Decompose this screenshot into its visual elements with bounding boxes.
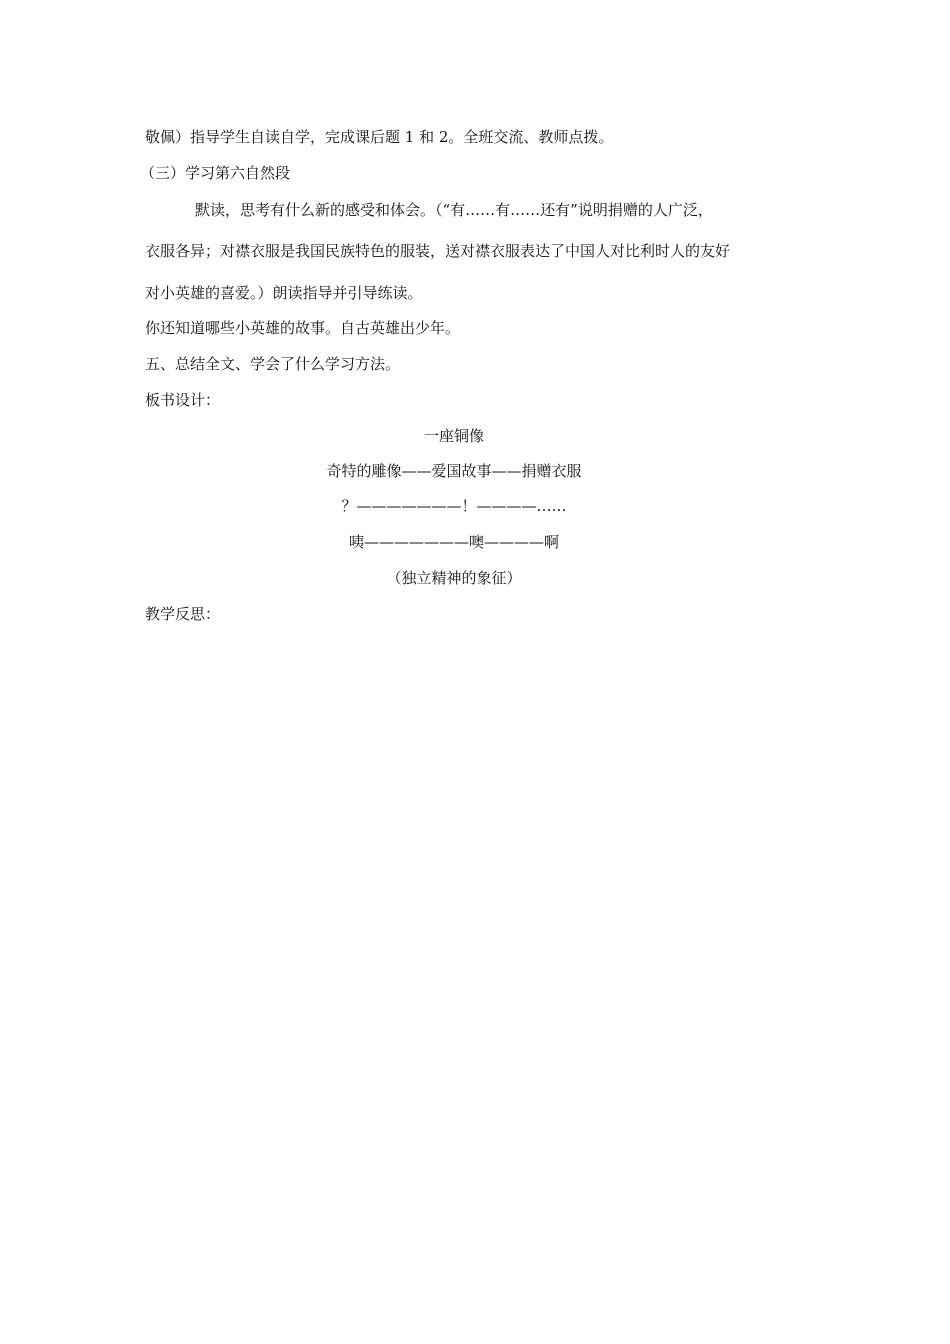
paragraph-text: 敬佩）指导学生自读自学，完成课后题 1 和 2。全班交流、教师点拨。 <box>145 128 614 146</box>
section-heading: 五、总结全文、学会了什么学习方法。 <box>145 355 401 373</box>
paragraph-text: 你还知道哪些小英雄的故事。自古英雄出少年。 <box>145 319 461 337</box>
section-heading: （三）学习第六自然段 <box>140 164 291 182</box>
paragraph-text: 默读，思考有什么新的感受和体会。（“有……有……还有”说明捐赠的人广泛， <box>195 201 713 219</box>
paragraph-text: 衣服各异；对襟衣服是我国民族特色的服装，送对襟衣服表达了中国人对比利时人的友好 <box>145 242 731 260</box>
board-title: 一座铜像 <box>423 427 484 445</box>
board-design-label: 板书设计： <box>145 391 221 409</box>
reflection-label: 教学反思： <box>145 605 221 623</box>
board-row: ？———————！————…… <box>341 497 567 515</box>
board-row: （独立精神的象征） <box>386 569 522 587</box>
paragraph-text: 对小英雄的喜爱。）朗读指导并引导练读。 <box>145 284 423 302</box>
board-row: 咦———————噢————啊 <box>348 533 559 551</box>
board-row: 奇特的雕像——爱国故事——捐赠衣服 <box>326 462 582 480</box>
